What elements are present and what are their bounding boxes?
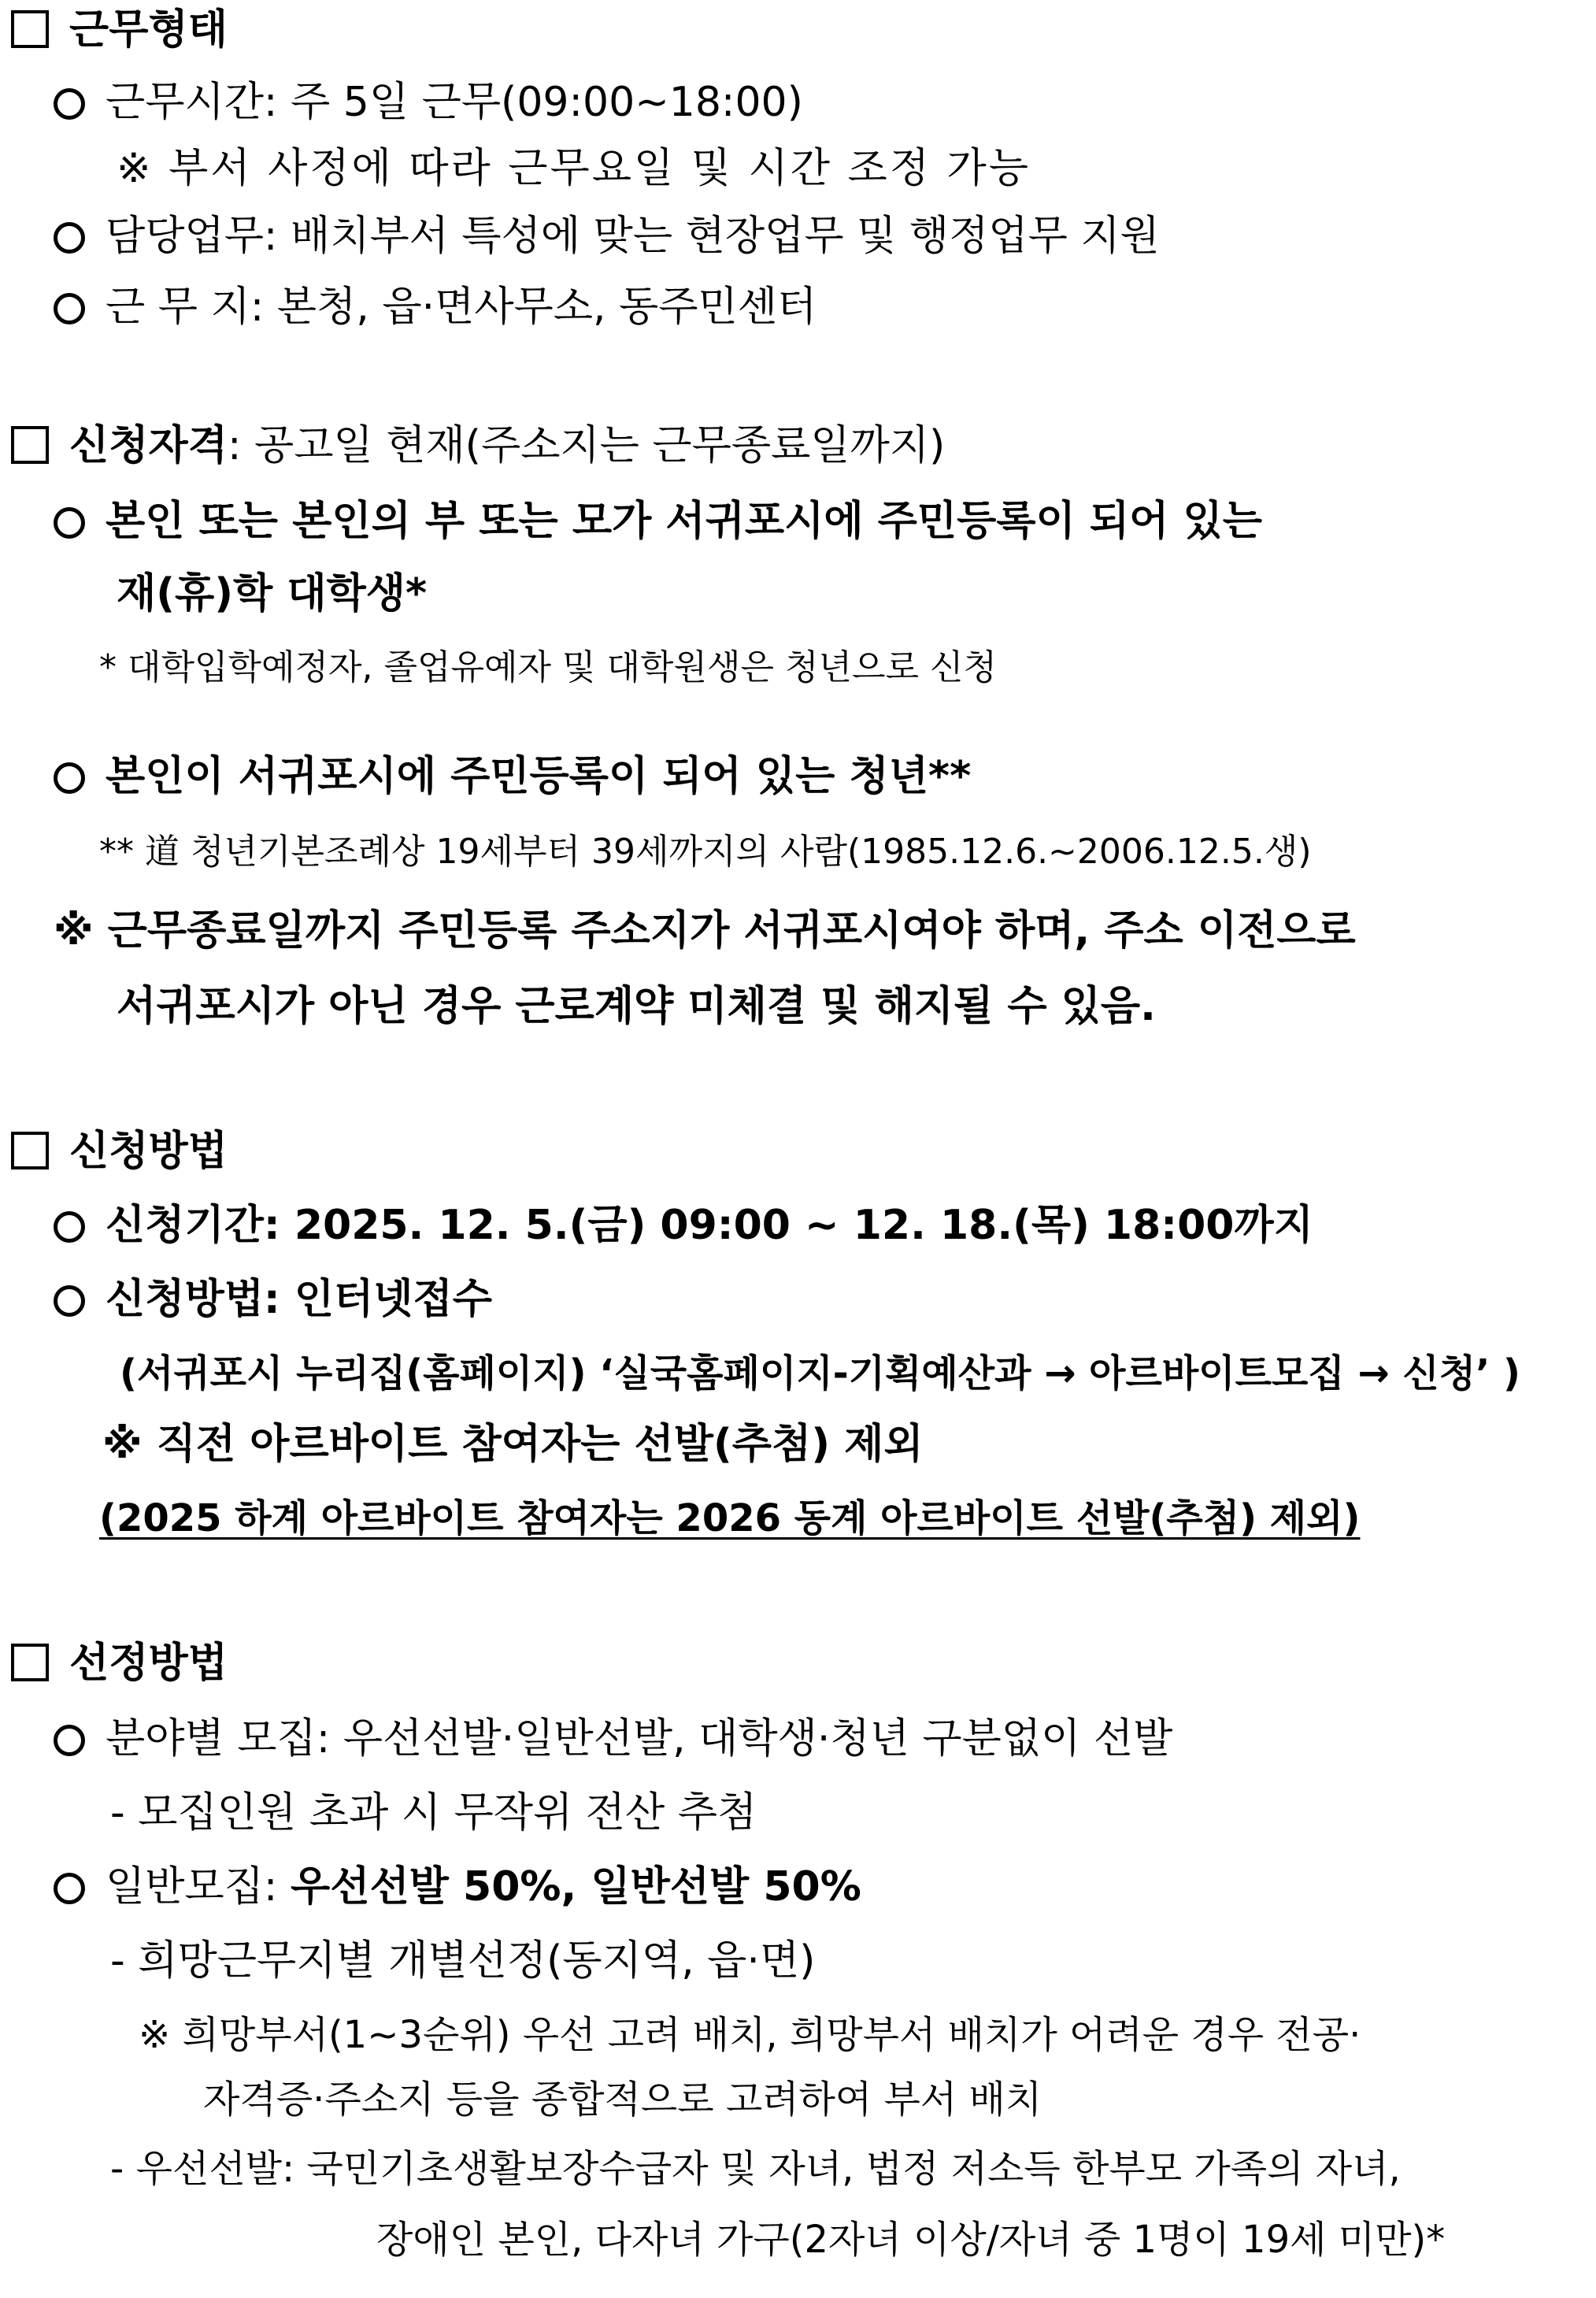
qualification-warning-cont: 서귀포시가 아닌 경우 근로계약 미체결 및 해지될 수 있음. (117, 983, 1156, 1030)
work-duties: 담당업무: 배치부서 특성에 맞는 현장업무 및 행정업무 지원 (54, 216, 1160, 257)
selection-priority: - 우선선발: 국민기초생활보장수급자 및 자녀, 법정 저소득 한부모 가족의 자녀, (110, 2147, 1401, 2191)
circle-bullet-icon (54, 222, 85, 254)
selection-field-dash: - 모집인원 초과 시 무작위 전산 추첨 (110, 1789, 757, 1837)
circle-bullet-icon (54, 507, 85, 539)
work-hours: 근무시간: 주 5일 근무(09:00~18:00) (54, 82, 803, 123)
selection-general-note-cont: 자격증·주소지 등을 종합적으로 고려하여 부서 배치 (203, 2077, 1042, 2122)
qualification-item1-cont: 재(휴)학 대학생* (117, 570, 428, 617)
section-heading-method: 신청방법 (11, 1131, 228, 1172)
section-heading-work: 근무형태 (11, 9, 228, 50)
method-period: 신청기간: 2025. 12. 5.(금) 09:00 ~ 12. 18.(목) 18:00까지 (54, 1205, 1313, 1246)
selection-priority-cont: 장애인 본인, 다자녀 가구(2자녀 이상/자녀 중 1명이 19세 미만)* (376, 2218, 1446, 2262)
work-location: 근 무 지: 본청, 읍·면사무소, 동주민센터 (54, 287, 817, 328)
selection-general: 일반모집: 우선선발 50%, 일반선발 50% (54, 1866, 861, 1907)
method-exclusion: ※ 직전 아르바이트 참여자는 선발(추첨) 제외 (102, 1421, 924, 1468)
qualification-item1-note: * 대학입학예정자, 졸업유예자 및 대학원생은 청년으로 신청 (99, 647, 997, 688)
selection-general-dash: - 희망근무지별 개별선정(동지역, 읍·면) (110, 1937, 816, 1985)
method-path: (서귀포시 누리집(홈페이지) ‘실국홈페이지-기획예산과 → 아르바이트모집 → 신청’ ) (120, 1351, 1520, 1395)
selection-general-note: ※ 희망부서(1~3순위) 우선 고려 배치, 희망부서 배치가 어려운 경우 전공· (139, 2013, 1361, 2057)
work-hours-note: ※ 부서 사정에 따라 근무요일 및 시간 조정 가능 (117, 145, 1031, 192)
circle-bullet-icon (54, 1725, 85, 1756)
selection-field: 분야별 모집: 우선선발·일반선발, 대학생·청년 구분없이 선발 (54, 1718, 1172, 1759)
circle-bullet-icon (54, 293, 85, 324)
circle-bullet-icon (54, 1211, 85, 1243)
qualification-item2: 본인이 서귀포시에 주민등록이 되어 있는 청년** (54, 756, 971, 797)
qualification-item2-note: ** 道 청년기본조례상 19세부터 39세까지의 사람(1985.12.6.~2006.12.5.생) (99, 832, 1312, 872)
section-heading-selection: 선정방법 (11, 1643, 228, 1684)
checkbox-square-icon (11, 426, 49, 464)
circle-bullet-icon (54, 762, 85, 794)
circle-bullet-icon (54, 88, 85, 120)
method-way: 신청방법: 인터넷접수 (54, 1279, 492, 1320)
circle-bullet-icon (54, 1285, 85, 1317)
qualification-item1: 본인 또는 본인의 부 또는 모가 서귀포시에 주민등록이 되어 있는 (54, 501, 1262, 542)
qualification-warning: ※ 근무종료일까지 주민등록 주소지가 서귀포시여야 하며, 주소 이전으로 (54, 907, 1356, 954)
method-exclusion-detail: (2025 하계 아르바이트 참여자는 2026 동계 아르바이트 선발(추첨) 제외) (99, 1496, 1361, 1540)
circle-bullet-icon (54, 1873, 85, 1904)
checkbox-square-icon (11, 10, 49, 48)
checkbox-square-icon (11, 1644, 49, 1681)
checkbox-square-icon (11, 1132, 49, 1169)
section-heading-qualification: 신청자격: 공고일 현재(주소지는 근무종료일까지) (11, 425, 945, 466)
